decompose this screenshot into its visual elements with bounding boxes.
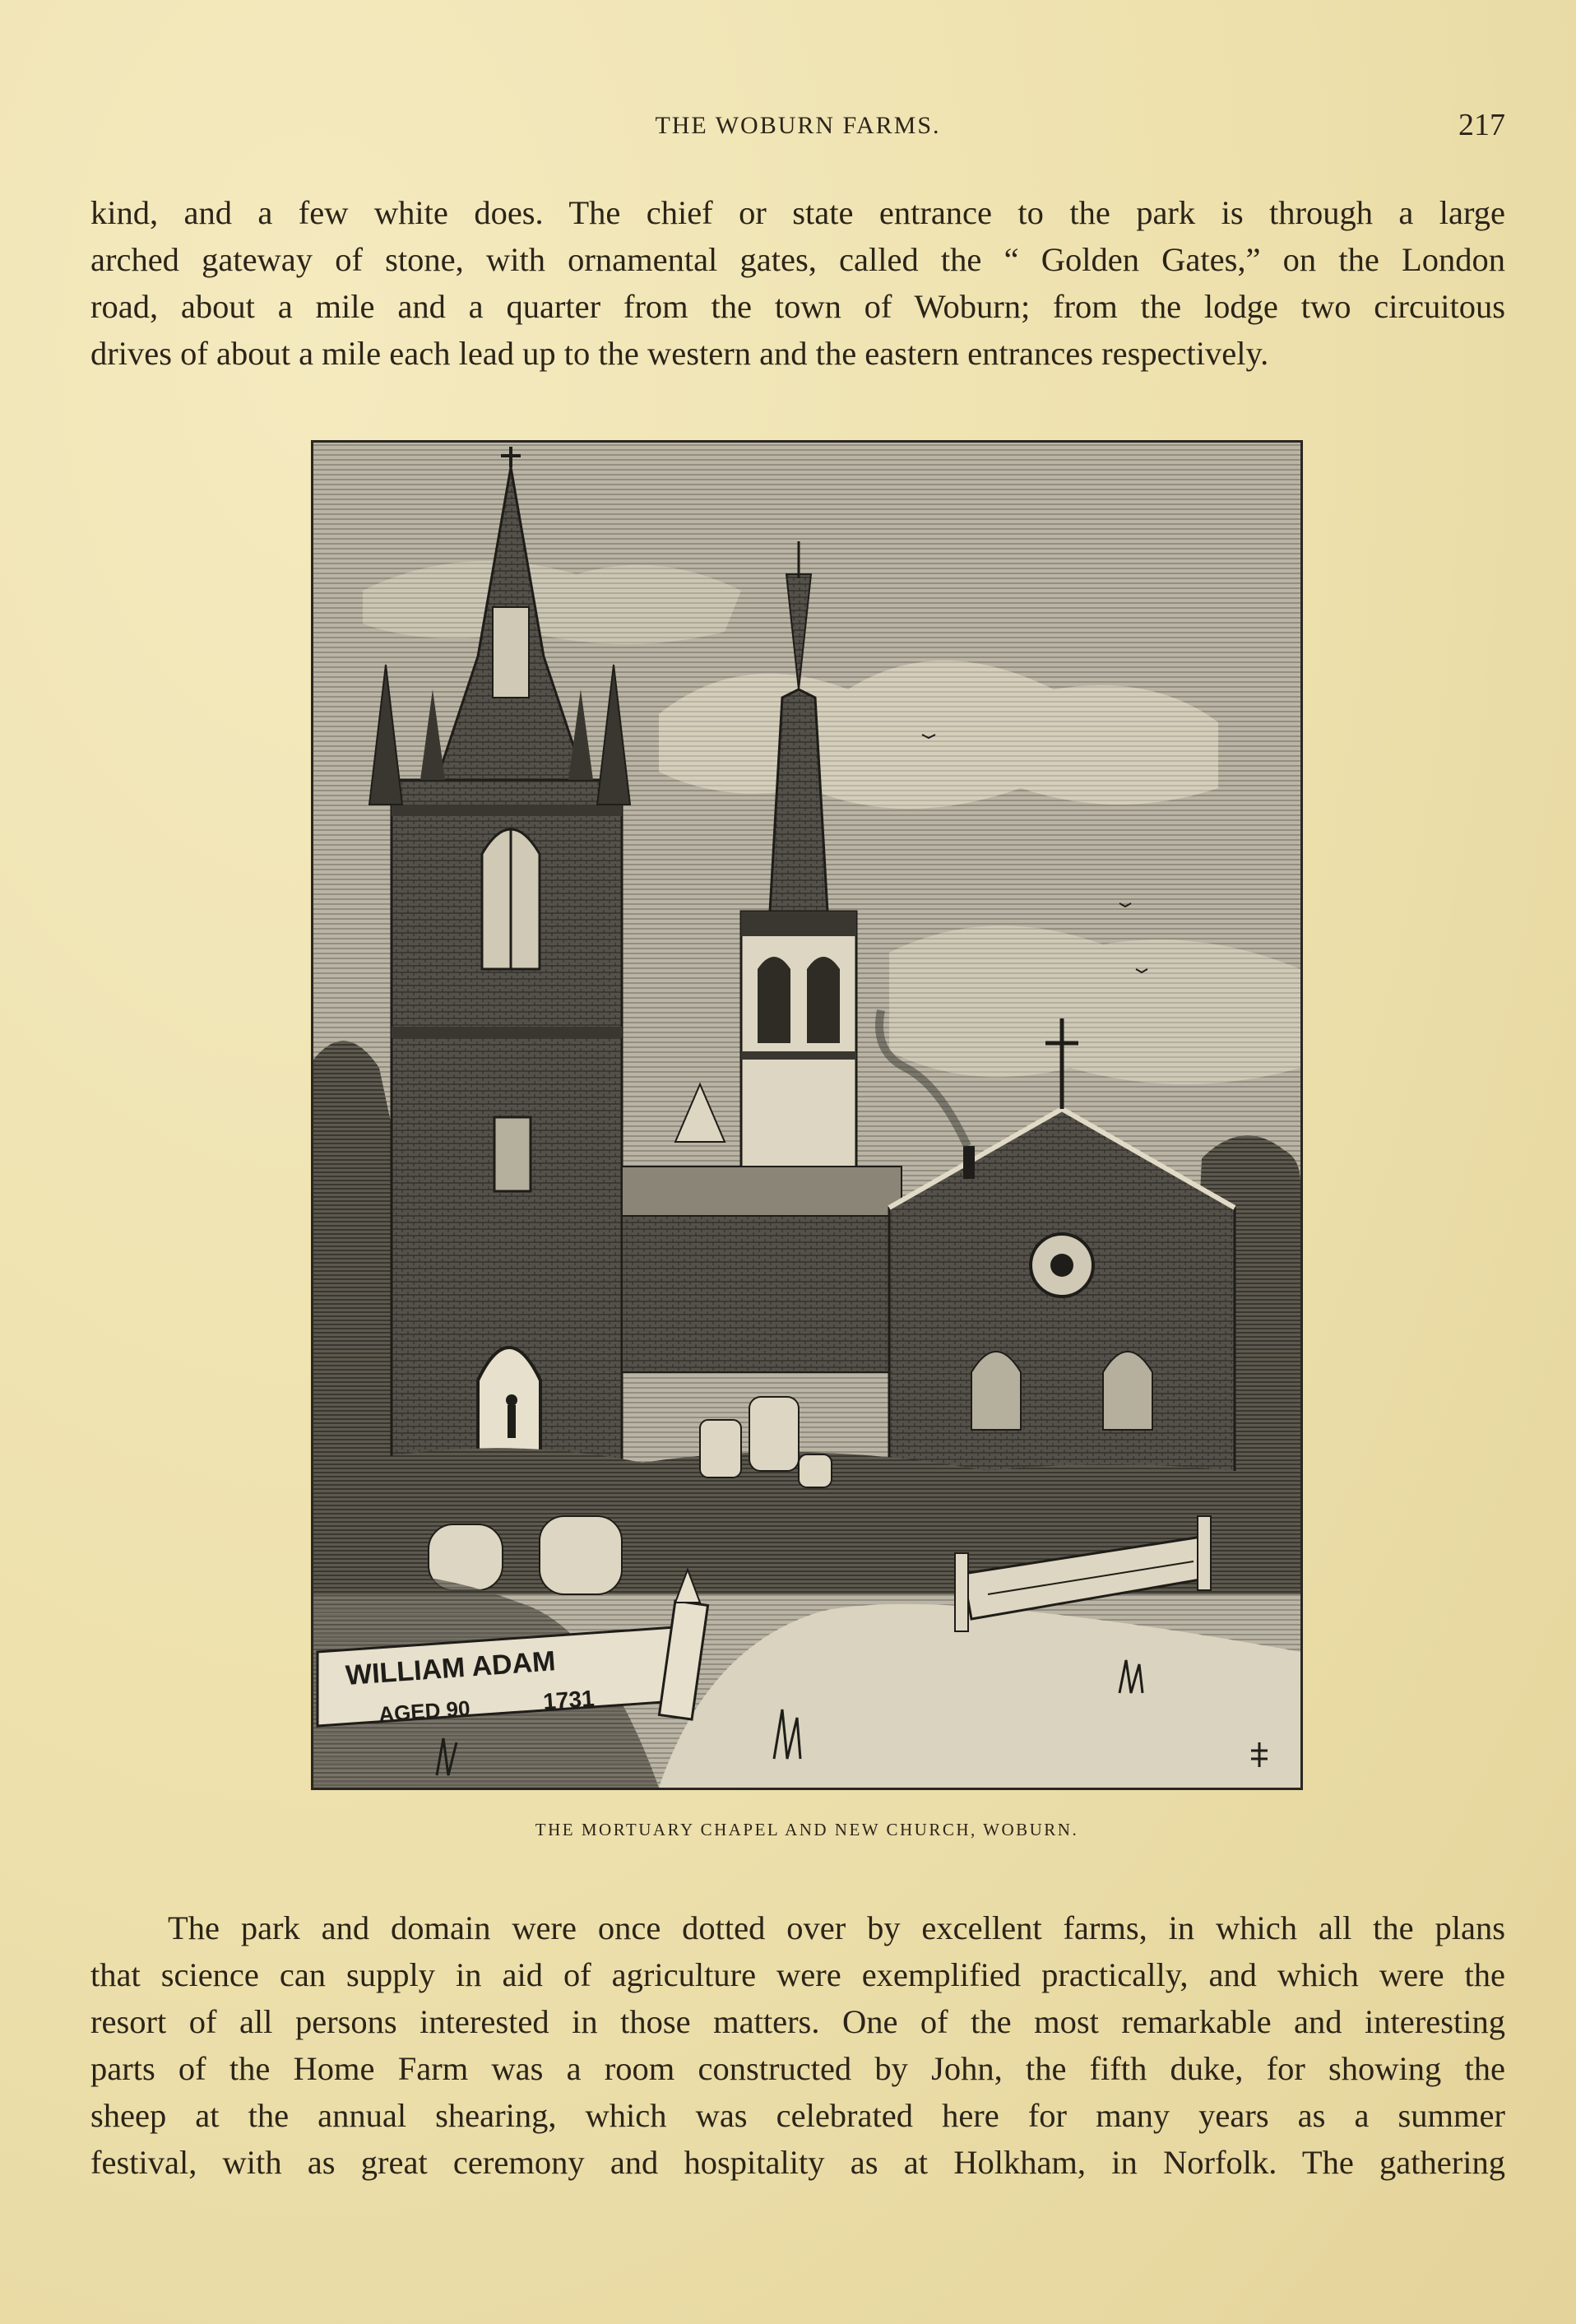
bottom-paragraph bbox=[90, 1904, 1505, 2186]
gravestone-age: AGED 90 bbox=[378, 1695, 471, 1727]
figure-caption: THE MORTUARY CHAPEL AND NEW CHURCH, WOBURN. bbox=[535, 1820, 1079, 1839]
text-line: that science can supply in aid of agriculture were exemplified practically, and which were the bbox=[90, 1956, 1505, 1993]
gravestone-year: 1731 bbox=[542, 1685, 596, 1714]
headstone bbox=[799, 1454, 832, 1487]
text-line: road, about a mile and a quarter from the town of Woburn; from the lodge two circuitous bbox=[90, 288, 1505, 325]
text-line: sheep at the annual shearing, which was celebrated here for many years as a summer bbox=[90, 2097, 1505, 2134]
text-line: resort of all persons interested in those matters. One of the most remarkable and interesting bbox=[90, 2003, 1505, 2040]
text-line: kind, and a few white does. The chief or state entrance to the park is through a large bbox=[90, 194, 1505, 231]
gravestone-name: WILLIAM ADAM bbox=[344, 1645, 557, 1691]
headstone bbox=[540, 1516, 622, 1594]
page-number: 217 bbox=[1458, 108, 1505, 142]
engraving-illustration bbox=[311, 440, 1303, 1790]
headstone bbox=[700, 1420, 741, 1477]
running-title: THE WOBURN FARMS. bbox=[655, 112, 941, 139]
page-header bbox=[90, 105, 1505, 155]
text-line: arched gateway of stone, with ornamental gates, called the “ Golden Gates,” on the London bbox=[90, 241, 1505, 278]
cloud bbox=[889, 925, 1300, 1084]
top-paragraph bbox=[90, 189, 1505, 377]
text-line: drives of about a mile each lead up to the western and the eastern entrances respectively. bbox=[90, 335, 1269, 372]
headstone bbox=[749, 1397, 799, 1471]
cloud bbox=[363, 561, 741, 644]
text-line: The park and domain were once dotted over by excellent farms, in which all the plans bbox=[168, 1909, 1505, 1946]
text-line: parts of the Home Farm was a room constructed by John, the fifth duke, for showing the bbox=[90, 2050, 1505, 2087]
text-line: festival, with as great ceremony and hospitality as at Holkham, in Norfolk. The gathering bbox=[90, 2144, 1505, 2181]
